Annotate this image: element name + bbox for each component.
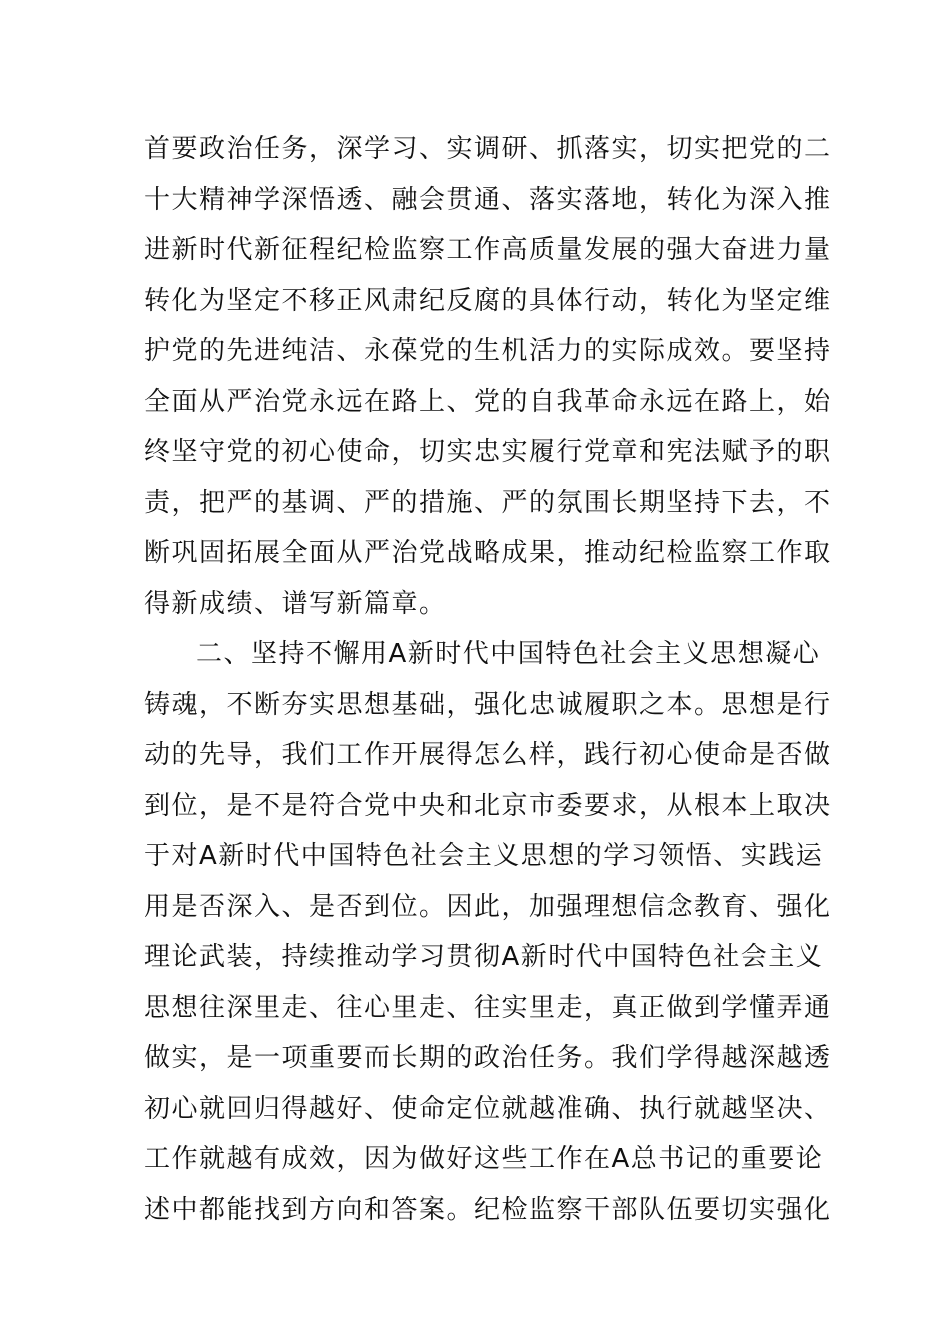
text-line: 护党的先进纯洁、永葆党的生机活力的实际成效。要坚持 <box>144 336 832 366</box>
text-line: 做实，是一项重要而长期的政治任务。我们学得越深越透 <box>144 1043 832 1073</box>
text-line: 断巩固拓展全面从严治党战略成果，推动纪检监察工作取 <box>144 538 832 568</box>
text-line: 十大精神学深悟透、融会贯通、落实落地，转化为深入推 <box>144 184 832 215</box>
text-line: 理论武装，持续推动学习贯彻A新时代中国特色社会主义 <box>144 942 824 972</box>
paragraph-end-line: 得新成绩、谱写新篇章。 <box>144 588 447 619</box>
text-line: 述中都能找到方向和答案。纪检监察干部队伍要切实强化 <box>144 1194 832 1225</box>
text-line: 到位，是不是符合党中央和北京市委要求，从根本上取决 <box>144 790 832 821</box>
text-line: 全面从严治党永远在路上、党的自我革命永远在路上，始 <box>144 386 832 417</box>
body-text <box>144 124 832 1235</box>
text-line: 初心就回归得越好、使命定位就越准确、执行就越坚决、 <box>144 1093 832 1124</box>
text-line: 铸魂，不断夯实思想基础，强化忠诚履职之本。思想是行 <box>144 689 832 720</box>
text-line: 责，把严的基调、严的措施、严的氛围长期坚持下去，不 <box>144 487 832 518</box>
text-line: 用是否深入、是否到位。因此，加强理想信念教育、强化 <box>144 891 832 922</box>
text-line: 转化为坚定不移正风肃纪反腐的具体行动，转化为坚定维 <box>144 285 832 316</box>
text-line: 于对A新时代中国特色社会主义思想的学习领悟、实践运 <box>144 841 824 871</box>
text-line: 终坚守党的初心使命，切实忠实履行党章和宪法赋予的职 <box>144 437 832 467</box>
text-line: 动的先导，我们工作开展得怎么样，践行初心使命是否做 <box>144 740 832 770</box>
text-line: 工作就越有成效，因为做好这些工作在A总书记的重要论 <box>144 1144 824 1174</box>
section-heading-line: 二、坚持不懈用A新时代中国特色社会主义思想凝心 <box>196 639 821 669</box>
text-line: 进新时代新征程纪检监察工作高质量发展的强大奋进力量 <box>144 235 832 265</box>
text-line: 首要政治任务，深学习、实调研、抓落实，切实把党的二 <box>144 134 832 164</box>
text-line: 思想往深里走、往心里走、往实里走，真正做到学懂弄通 <box>144 992 832 1023</box>
